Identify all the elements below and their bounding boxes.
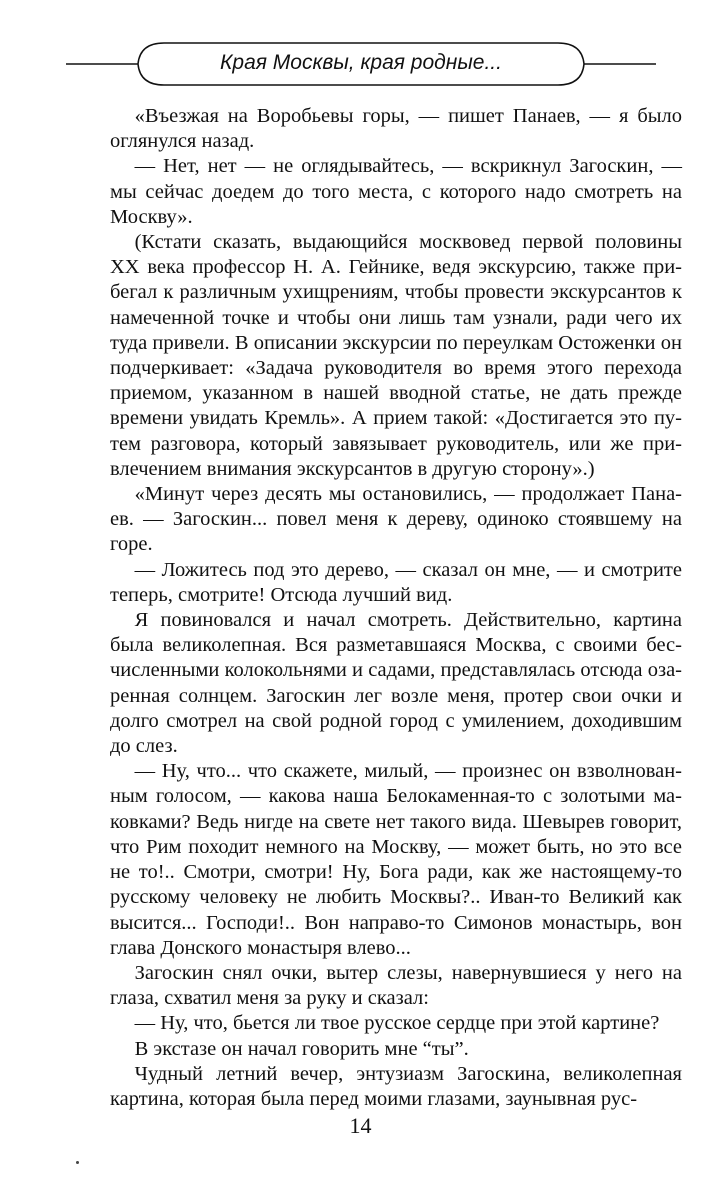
paragraph: — Ну, что, бьется ли твое русское сердце при этой картине? [134, 1012, 660, 1035]
paragraph: «Въезжая на Воробьевы горы, — пишет Панаев, — я было оглянулся назад. [110, 105, 682, 153]
scan-speck [76, 1161, 79, 1164]
paragraph: В экстазе он начал говорить мне “ты”. [134, 1037, 469, 1060]
paragraph: Я повиновался и начал смотреть. Действительно, картина была великолепная. Вся разметавшаяся Москва, с своими бесчисленными колокольнями и садами, представлялась отсюда озаренная солнцем. Загоскин лег возле меня, протер свои очки и долго смотрел на свой родной город с умилением, доходившим до слез. [110, 609, 682, 758]
page-number: 14 [349, 1113, 372, 1138]
paragraph: Загоскин снял очки, вытер слезы, навернувшиеся у него на глаза, схватил меня за руку и сказал: [110, 961, 682, 1010]
paragraph: «Минут через десять мы остановились, — продолжает Панаев. — Загоскин... повел меня к дереву, одиноко стоявшему на горе. [110, 483, 682, 556]
paragraph: — Ну, что... что скажете, милый, — произнес он взволнованным голосом, — какова наша Белокаменная-то с золотыми маковками? Ведь нигде на свете нет такого вида. Шевырев говорит, что Рим походит немного на Москву, — может быть, но это все не то!.. Смотри, смотри! Ну, Бога ради, как же настоящему-то русскому человеку не любить Москвы?.. Иван-то Великий как высится... Господи!.. Вон направо-то Симонов монастырь, вон глава Донского монастыря влево... [110, 760, 682, 959]
running-header [66, 40, 656, 88]
paragraph: (Кстати сказать, выдающийся москвовед первой половины XX века профессор Н. А. Гейнике, ведя экскурсию, также прибегал к различным ухищрениям, чтобы провести экскурсантов к намеченной точке и чтобы они лишь там узнали, ради чего их туда привели. В описании экскурсии по переулкам Остоженки он подчеркивает: «Задача руководителя во время этого перехода приемом, указанном в нашей вводной статье, не дать прежде времени увидать Кремль». А прием такой: «Достигается это путем разговора, который завязывает руководитель, или же привлечением внимания экскурсантов в другую сторону».) [110, 231, 682, 480]
body-text [110, 104, 682, 1112]
header-title: Края Москвы, края родные... [220, 51, 502, 74]
paragraph: Чудный летний вечер, энтузиазм Загоскина, великолепная картина, которая была перед моими глазами, заунывная рус- [110, 1062, 682, 1110]
paragraph: — Нет, нет — не оглядывайтесь, — вскрикнул Загоскин, — мы сейчас доедем до того места, с которого надо смотреть на Москву». [110, 155, 682, 228]
paragraph: — Ложитесь под это дерево, — сказал он мне, — и смотрите теперь, смотрите! Отсюда лучший вид. [110, 558, 682, 606]
